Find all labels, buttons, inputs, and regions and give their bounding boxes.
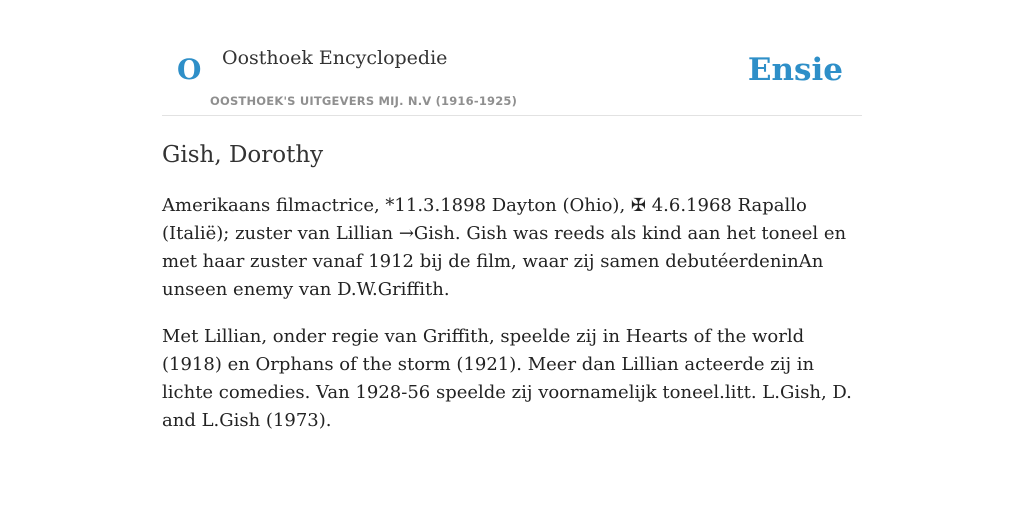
publication-logo[interactable]: O (177, 53, 202, 86)
entry-title: Gish, Dorothy (162, 142, 324, 168)
publication-subtitle: OOSTHOEK'S UITGEVERS MIJ. N.V (1916-1925) (210, 94, 518, 108)
entry-paragraph: Amerikaans filmactrice, *11.3.1898 Dayton (Ohio), ✠ 4.6.1968 Rapallo (Italië); zuster van Lillian →Gish. Gish was reeds als kind aan het toneel en met haar zuster vanaf 1912 bij de film, waar zij samen debutéerdeninAn unseen enemy van D.W.Griffith. (162, 195, 847, 300)
site-header (162, 0, 862, 116)
entry-paragraph: Met Lillian, onder regie van Griffith, speelde zij in Hearts of the world (1918) en Orphans of the storm (1921). Meer dan Lillian acteerde zij in lichte comedies. Van 1928-56 speelde zij voornamelijk toneel.litt. L.Gish, D. and L.Gish (1973). (162, 326, 852, 431)
page-container (162, 0, 862, 435)
publication-title[interactable]: Oosthoek Encyclopedie (222, 47, 448, 69)
ensie-logo-link[interactable]: Ensie (747, 52, 843, 88)
